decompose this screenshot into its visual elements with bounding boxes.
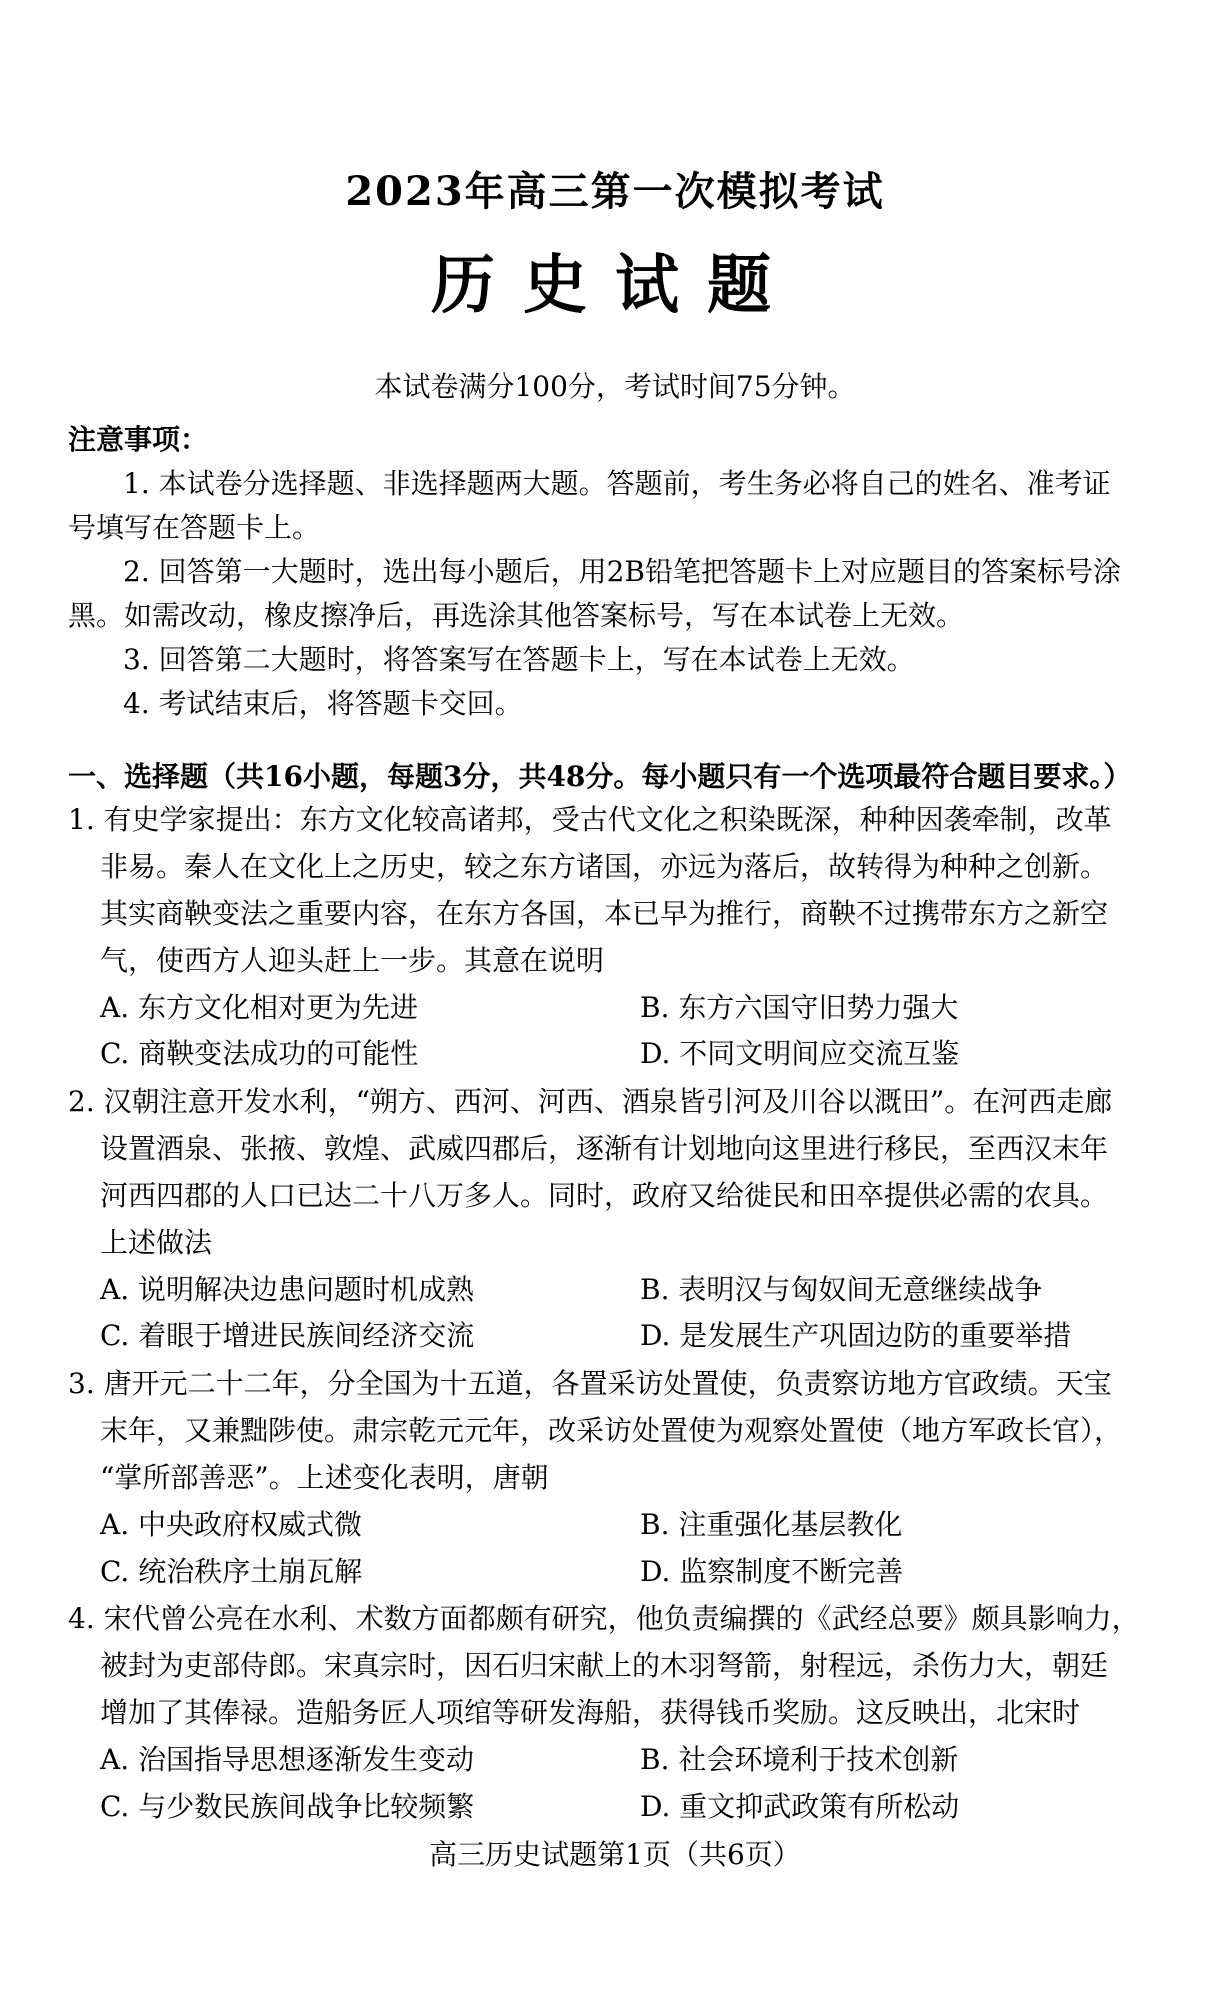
notice-item-1-line-1: 1. 本试卷分选择题、非选择题两大题。答题前，考生务必将自己的姓名、准考证	[123, 467, 1111, 500]
question-2-option-d: D. 是发展生产巩固边防的重要举措	[640, 1319, 1072, 1352]
question-4-line: 4. 宋代曾公亮在水利、术数方面都颇有研究，他负责编撰的《武经总要》颇具影响力，	[68, 1602, 1140, 1635]
question-1-option-a: A. 东方文化相对更为先进	[100, 991, 419, 1024]
question-4-option-a: A. 治国指导思想逐渐发生变动	[100, 1743, 475, 1776]
notice-item-3: 3. 回答第二大题时，将答案写在答题卡上，写在本试卷上无效。	[123, 643, 915, 676]
question-1-line: 1. 有史学家提出：东方文化较高诸邦，受古代文化之积染既深，种种因袭牵制，改革	[68, 803, 1112, 836]
question-2-option-b: B. 表明汉与匈奴间无意继续战争	[640, 1273, 1043, 1306]
question-2-line: 河西四郡的人口已达二十八万多人。同时，政府又给徙民和田卒提供必需的农具。	[100, 1179, 1109, 1212]
subject-title: 历史试题	[431, 248, 799, 323]
question-3-option-d: D. 监察制度不断完善	[640, 1555, 904, 1588]
question-2-line: 上述做法	[100, 1226, 213, 1259]
question-2-option-c: C. 着眼于增进民族间经济交流	[100, 1319, 475, 1352]
question-1-option-c: C. 商鞅变法成功的可能性	[100, 1037, 419, 1070]
notice-item-2-line-1: 2. 回答第一大题时，选出每小题后，用2B铅笔把答题卡上对应题目的答案标号涂	[123, 555, 1122, 588]
question-1-line: 其实商鞅变法之重要内容，在东方各国，本已早为推行，商鞅不过携带东方之新空	[100, 897, 1109, 930]
page-footer: 高三历史试题第1页（共6页）	[429, 1838, 801, 1871]
notice-item-1-line-2: 号填写在答题卡上。	[68, 511, 321, 544]
question-1-line: 气，使西方人迎头赶上一步。其意在说明	[100, 944, 605, 977]
question-1-option-d: D. 不同文明间应交流互鉴	[640, 1037, 960, 1070]
question-4-line: 被封为吏部侍郎。宋真宗时，因石归宋献上的木羽弩箭，射程远，杀伤力大，朝廷	[100, 1649, 1109, 1682]
question-2-line: 设置酒泉、张掖、敦煌、武威四郡后，逐渐有计划地向这里进行移民，至西汉末年	[100, 1132, 1109, 1165]
question-4-option-d: D. 重文抑武政策有所松动	[640, 1790, 960, 1823]
question-2-line: 2. 汉朝注意开发水利，“朔方、西河、河西、酒泉皆引河及川谷以溉田”。在河西走廊	[68, 1085, 1113, 1118]
question-3-line: “掌所部善恶”。上述变化表明，唐朝	[100, 1461, 549, 1494]
question-4-option-c: C. 与少数民族间战争比较频繁	[100, 1790, 475, 1823]
question-3-line: 末年，又兼黜陟使。肃宗乾元元年，改采访处置使为观察处置使（地方军政长官），	[100, 1414, 1123, 1447]
question-3-option-b: B. 注重强化基层教化	[640, 1508, 903, 1541]
question-3-option-a: A. 中央政府权威式微	[100, 1508, 363, 1541]
question-1-line: 非易。秦人在文化上之历史，较之东方诸国，亦远为落后，故转得为种种之创新。	[100, 850, 1109, 883]
question-2-option-a: A. 说明解决边患问题时机成熟	[100, 1273, 475, 1306]
question-3-line: 3. 唐开元二十二年，分全国为十五道，各置采访处置使，负责察访地方官政绩。天宝	[68, 1367, 1112, 1400]
question-1-option-b: B. 东方六国守旧势力强大	[640, 991, 959, 1024]
notice-heading: 注意事项：	[68, 423, 209, 456]
score-time-note: 本试卷满分100分，考试时间75分钟。	[374, 370, 856, 403]
question-4-option-b: B. 社会环境利于技术创新	[640, 1743, 959, 1776]
notice-item-2-line-2: 黑。如需改动，橡皮擦净后，再选涂其他答案标号，写在本试卷上无效。	[68, 599, 965, 632]
question-4-line: 增加了其俸禄。造船务匠人项绾等研发海船，获得钱币奖励。这反映出，北宋时	[100, 1696, 1081, 1729]
question-3-option-c: C. 统治秩序土崩瓦解	[100, 1555, 363, 1588]
notice-item-4: 4. 考试结束后，将答题卡交回。	[123, 687, 523, 720]
section-1-heading: 一、选择题（共16小题，每题3分，共48分。每小题只有一个选项最符合题目要求。）	[68, 760, 1132, 793]
exam-title: 2023年高三第一次模拟考试	[345, 168, 885, 215]
